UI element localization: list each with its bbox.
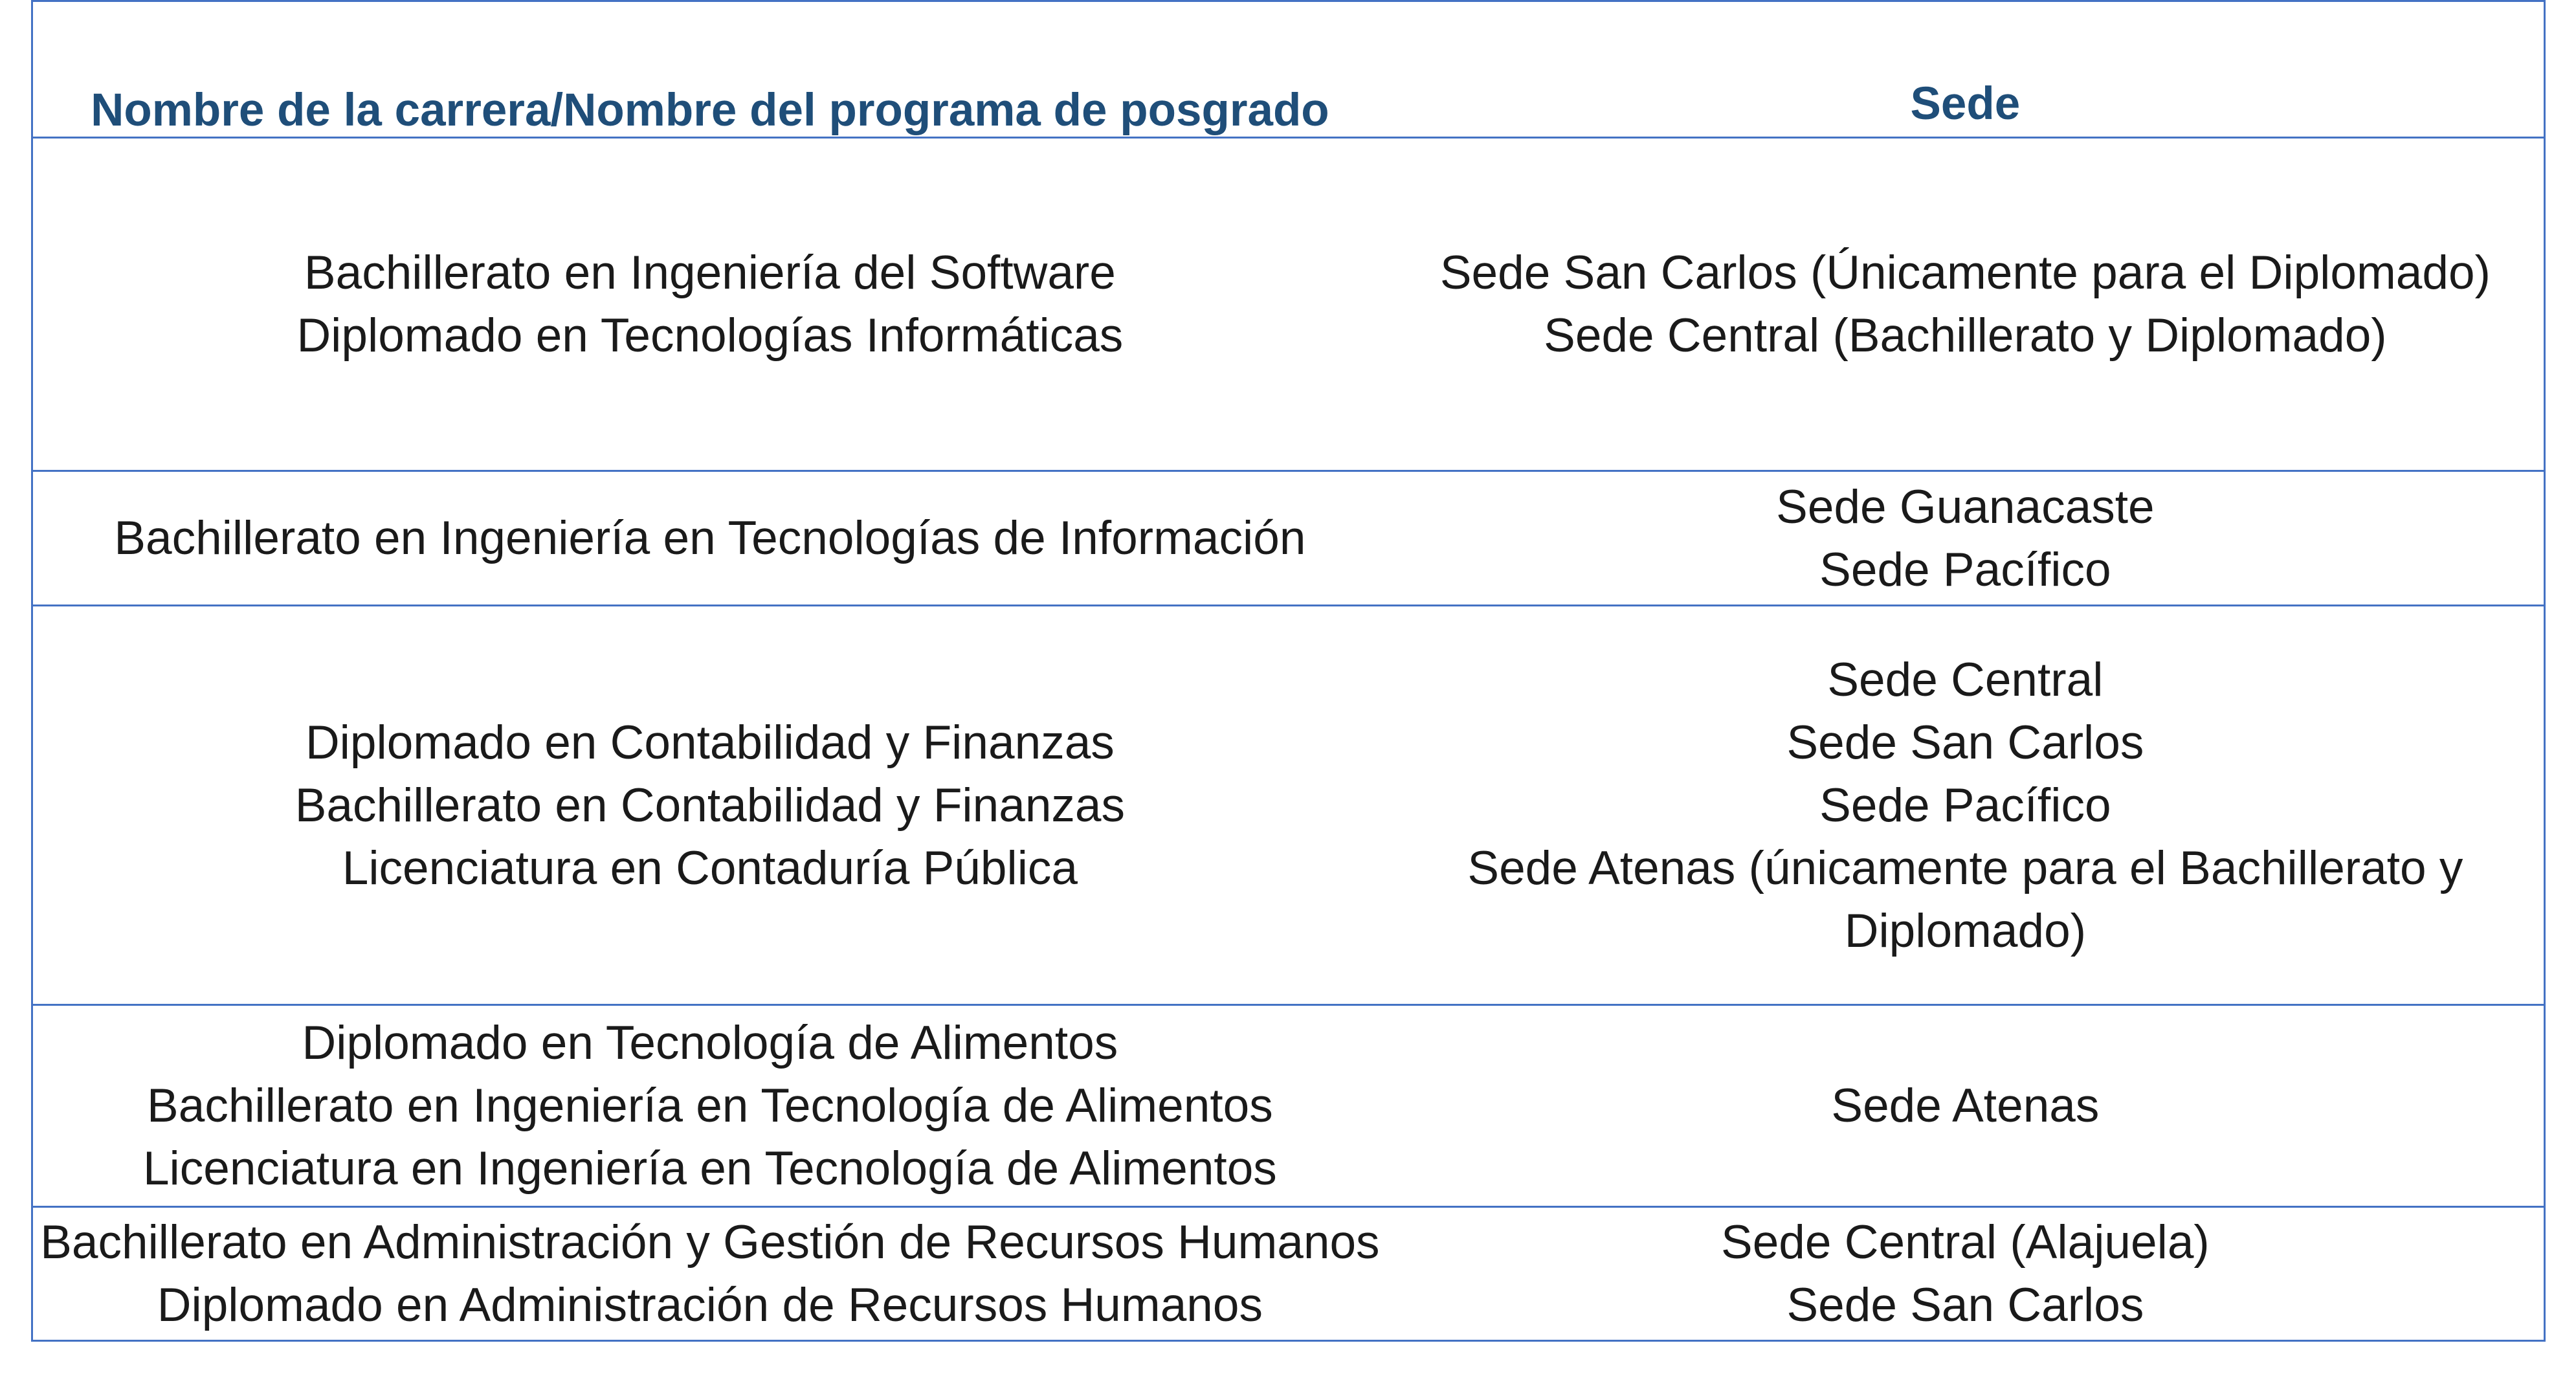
program-cell bbox=[33, 139, 1387, 470]
programs-table bbox=[31, 0, 2546, 1342]
campus-name: Sede San Carlos bbox=[1786, 716, 2144, 769]
header-program: Nombre de la carrera/Nombre del programa de posgrado bbox=[91, 85, 1329, 136]
program-cell bbox=[33, 472, 1387, 605]
program-name: Diplomado en Tecnologías Informáticas bbox=[296, 309, 1124, 362]
program-name: Bachillerato en Ingeniería en Tecnología de Alimentos bbox=[147, 1080, 1273, 1132]
program-name: Bachillerato en Ingeniería del Software bbox=[304, 247, 1116, 299]
campus-name: Sede Atenas bbox=[1831, 1080, 2100, 1132]
campus-name: Sede Central bbox=[1827, 653, 2104, 706]
program-name: Bachillerato en Ingeniería en Tecnologías de Información bbox=[114, 512, 1306, 564]
campus-name: Sede Guanacaste bbox=[1776, 480, 2155, 533]
table-row bbox=[33, 1004, 2544, 1206]
table-row bbox=[33, 605, 2544, 1004]
campus-name: Sede Central (Alajuela) bbox=[1721, 1216, 2210, 1269]
program-cell bbox=[33, 606, 1387, 1004]
campus-cell bbox=[1387, 472, 2544, 605]
campus-name: Sede Atenas (únicamente para el Bachillerato y bbox=[1467, 841, 2463, 894]
table-row bbox=[33, 470, 2544, 605]
campus-name: Sede San Carlos (Únicamente para el Diplomado) bbox=[1439, 247, 2491, 299]
header-campus: Sede bbox=[1910, 78, 2021, 129]
program-name: Diplomado en Administración de Recursos Humanos bbox=[157, 1279, 1263, 1331]
campus-name: Sede Pacífico bbox=[1819, 543, 2111, 596]
campus-cell bbox=[1387, 1208, 2544, 1340]
program-name: Licenciatura en Ingeniería en Tecnología de Alimentos bbox=[142, 1142, 1277, 1195]
program-name: Diplomado en Contabilidad y Finanzas bbox=[305, 716, 1115, 769]
table-row bbox=[33, 137, 2544, 470]
campus-name: Sede Pacífico bbox=[1819, 779, 2111, 832]
program-name: Licenciatura en Contaduría Pública bbox=[342, 841, 1078, 894]
campus-cell bbox=[1387, 1006, 2544, 1206]
campus-cell bbox=[1387, 606, 2544, 1004]
program-name: Diplomado en Tecnología de Alimentos bbox=[302, 1017, 1118, 1069]
campus-name: Sede Central (Bachillerato y Diplomado) bbox=[1544, 309, 2387, 362]
program-cell bbox=[33, 1006, 1387, 1206]
table-header-row bbox=[33, 2, 2544, 137]
campus-cell bbox=[1387, 139, 2544, 470]
program-name: Bachillerato en Administración y Gestión de Recursos Humanos bbox=[40, 1216, 1380, 1269]
campus-name: Sede San Carlos bbox=[1786, 1279, 2144, 1331]
table-row bbox=[33, 1206, 2544, 1340]
program-cell bbox=[33, 1208, 1387, 1340]
campus-name: Diplomado) bbox=[1844, 904, 2087, 957]
program-name: Bachillerato en Contabilidad y Finanzas bbox=[294, 779, 1126, 832]
